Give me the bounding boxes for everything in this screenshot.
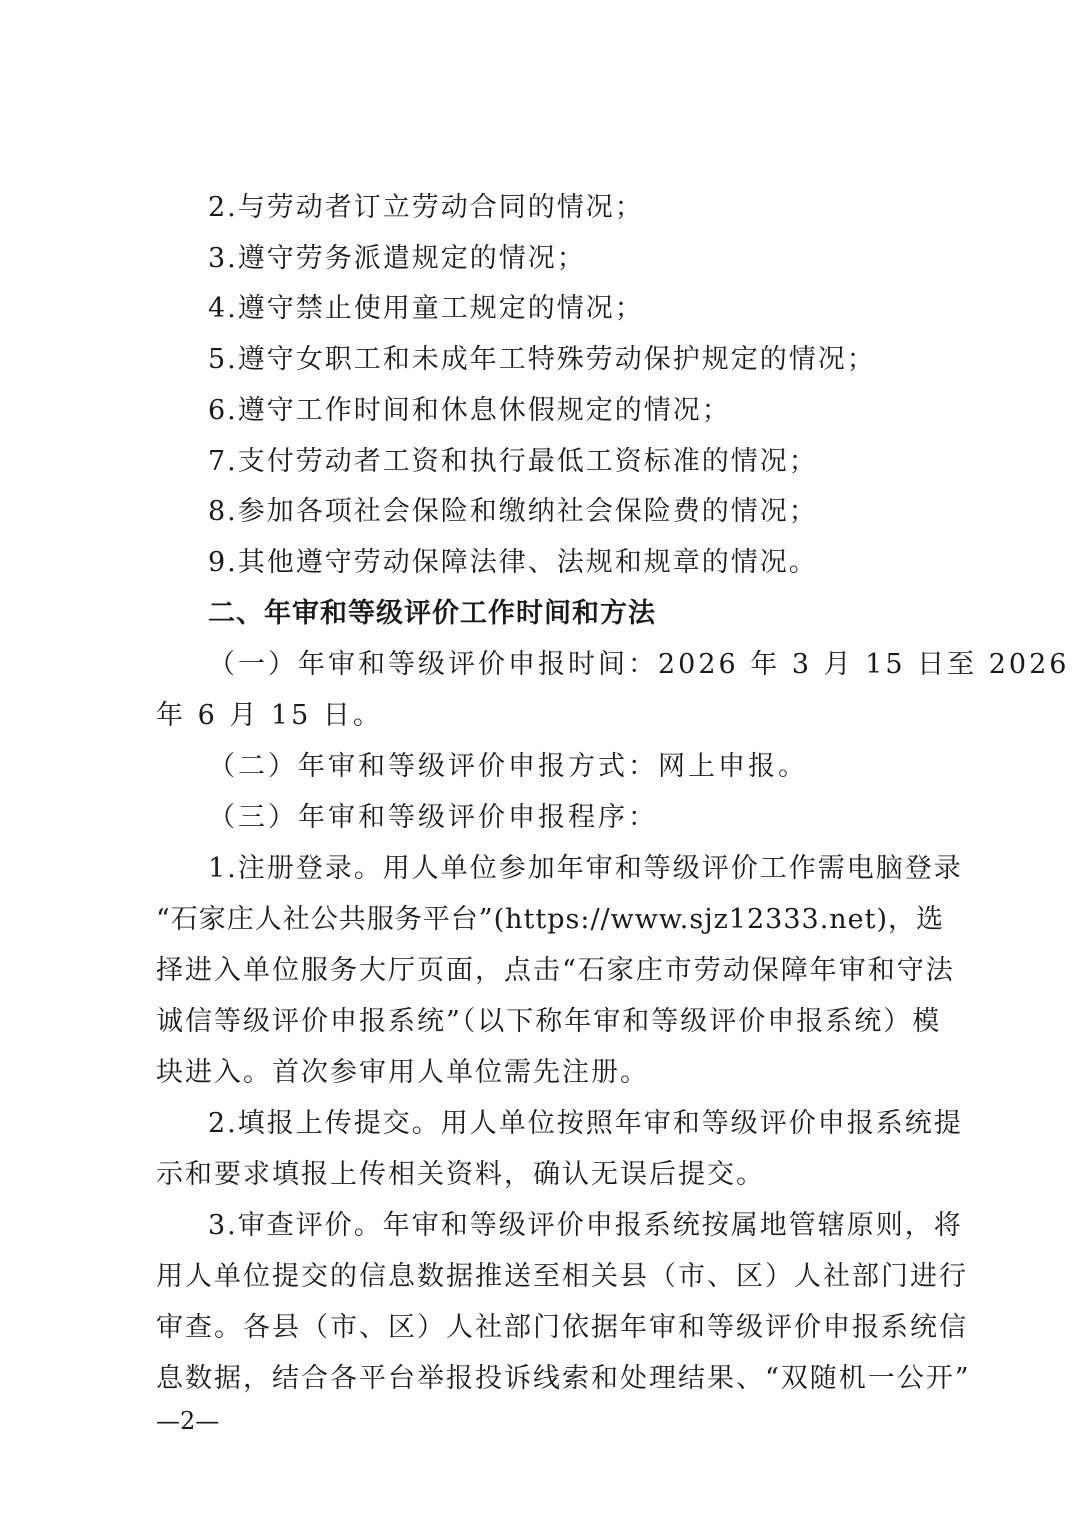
sub-heading-method: （二）年审和等级评价申报方式：网上申报。 xyxy=(208,751,808,782)
step1-line: “石家庄人社公共服务平台”(https://www.sjz12333.net)，选 xyxy=(156,904,945,935)
list-item: 7.支付劳动者工资和执行最低工资标准的情况； xyxy=(208,446,818,477)
step1-line: 1.注册登录。用人单位参加年审和等级评价工作需电脑登录 xyxy=(208,853,963,884)
step3-line: 审查。各县（市、区）人社部门依据年审和等级评价申报系统信 xyxy=(156,1312,968,1343)
list-item: 5.遵守女职工和未成年工特殊劳动保护规定的情况； xyxy=(208,344,876,375)
list-item: 6.遵守工作时间和休息休假规定的情况； xyxy=(208,395,731,426)
step1-line: 择进入单位服务大厅页面，点击“石家庄市劳动保障年审和守法 xyxy=(156,955,955,986)
sub-heading-time: （一）年审和等级评价申报时间：2026 年 3 月 15 日至 2026 xyxy=(208,649,1070,680)
list-item: 8.参加各项社会保险和缴纳社会保险费的情况； xyxy=(208,496,818,527)
step1-line: 诚信等级评价申报系统”（以下称年审和等级评价申报系统）模 xyxy=(156,1006,942,1037)
page-number: —2— xyxy=(156,1407,220,1435)
step3-line: 息数据，结合各平台举报投诉线索和处理结果、“双随机一公开” xyxy=(156,1363,971,1394)
step2-line: 2.填报上传提交。用人单位按照年审和等级评价申报系统提 xyxy=(208,1108,963,1139)
step3-line: 用人单位提交的信息数据推送至相关县（市、区）人社部门进行 xyxy=(156,1261,968,1292)
step1-line: 块进入。首次参审用人单位需先注册。 xyxy=(156,1057,649,1088)
list-item: 2.与劳动者订立劳动合同的情况； xyxy=(208,192,644,223)
list-item: 4.遵守禁止使用童工规定的情况； xyxy=(208,293,644,324)
list-item: 9.其他遵守劳动保障法律、法规和规章的情况。 xyxy=(208,547,818,578)
sub-heading-time-cont: 年 6 月 15 日。 xyxy=(156,700,383,731)
section-heading: 二、年审和等级评价工作时间和方法 xyxy=(208,598,656,629)
list-item: 3.遵守劳务派遣规定的情况； xyxy=(208,243,586,274)
sub-heading-procedure: （三）年审和等级评价申报程序： xyxy=(208,802,658,833)
step3-line: 3.审查评价。年审和等级评价申报系统按属地管辖原则，将 xyxy=(208,1210,963,1241)
step2-line: 示和要求填报上传相关资料，确认无误后提交。 xyxy=(156,1159,765,1190)
